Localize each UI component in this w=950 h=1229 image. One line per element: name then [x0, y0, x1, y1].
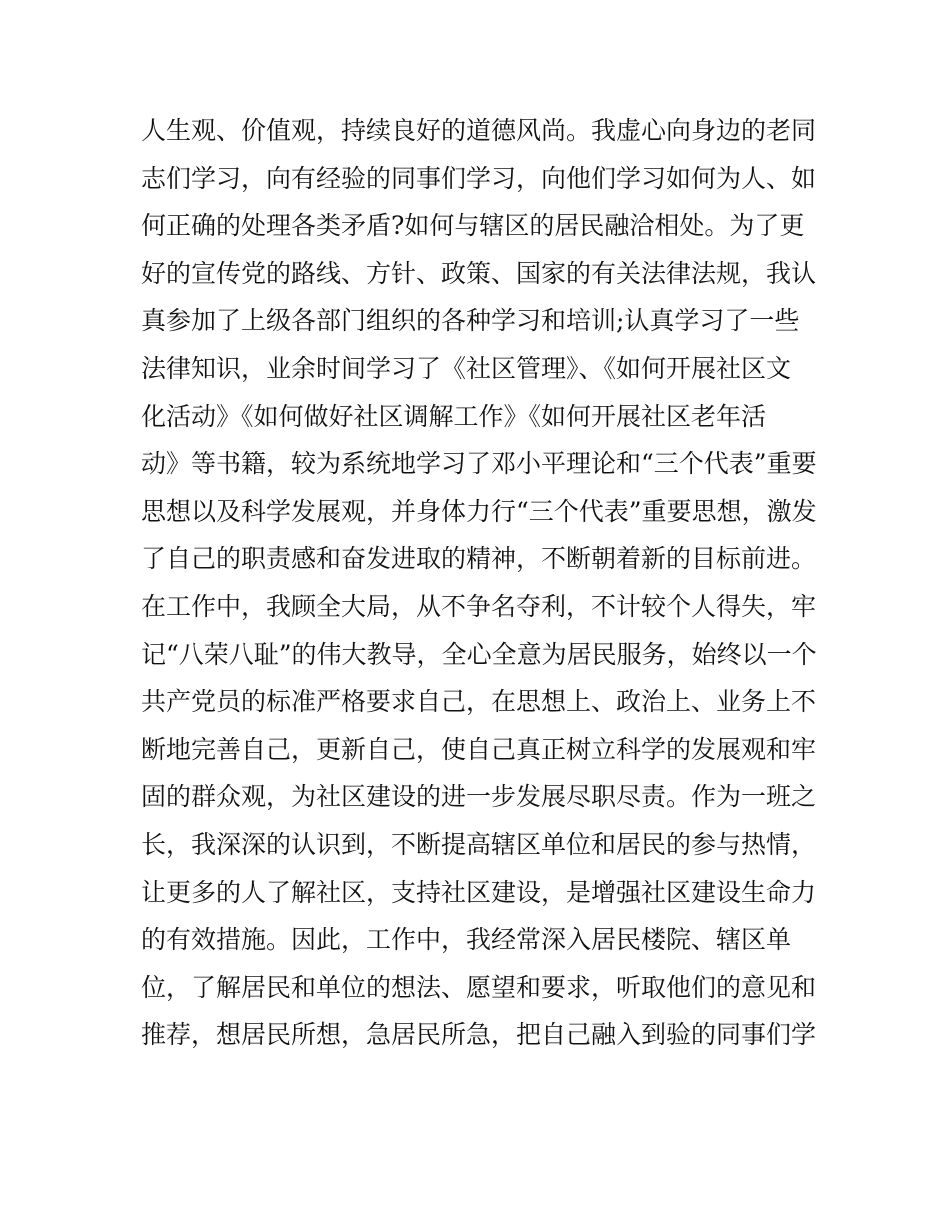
text-line-8: 动》等书籍，较为系统地学习了邓小平理论和“三个代表”重要	[141, 449, 817, 479]
text-line-18: 的有效措施。因此，工作中，我经常深入居民楼院、辖区单	[141, 925, 792, 955]
text-line-10: 了自己的职责感和奋发进取的精神，不断朝着新的目标前进。	[141, 544, 817, 574]
text-line-11: 在工作中，我顾全大局，从不争名夺利，不计较个人得失，牢	[141, 591, 817, 621]
text-line-5: 真参加了上级各部门组织的各种学习和培训;认真学习了一些	[141, 306, 800, 336]
text-line-13: 共产党员的标准严格要求自己，在思想上、政治上、业务上不	[141, 687, 817, 717]
text-line-12: 记“八荣八耻”的伟大教导，全心全意为居民服务，始终以一个	[141, 639, 817, 669]
text-line-14: 断地完善自己，更新自己，使自己真正树立科学的发展观和牢	[141, 734, 817, 764]
text-line-20: 推荐，想居民所想，急居民所急，把自己融入到验的同事们学	[141, 1020, 817, 1050]
text-line-4: 好的宣传党的路线、方针、政策、国家的有关法律法规，我认	[141, 258, 817, 288]
text-line-16: 长，我深深的认识到，不断提高辖区单位和居民的参与热情，	[141, 829, 817, 859]
text-line-15: 固的群众观，为社区建设的进一步发展尽职尽责。作为一班之	[141, 782, 817, 812]
text-line-17: 让更多的人了解社区，支持社区建设，是增强社区建设生命力	[141, 877, 817, 907]
text-line-3: 何正确的处理各类矛盾?如何与辖区的居民融洽相处。为了更	[141, 211, 805, 241]
text-line-2: 志们学习，向有经验的同事们学习，向他们学习如何为人、如	[141, 163, 817, 193]
text-line-1: 人生观、价值观，持续良好的道德风尚。我虚心向身边的老同	[141, 116, 817, 145]
text-line-9: 思想以及科学发展观，并身体力行“三个代表”重要思想，激发	[141, 496, 817, 526]
text-line-7: 化活动》《如何做好社区调解工作》《如何开展社区老年活	[141, 401, 767, 431]
body-text	[141, 107, 841, 1059]
text-line-6: 法律知识，业余时间学习了《社区管理》、《如何开展社区文	[141, 353, 792, 383]
text-line-19: 位，了解居民和单位的想法、愿望和要求，听取他们的意见和	[141, 972, 817, 1002]
